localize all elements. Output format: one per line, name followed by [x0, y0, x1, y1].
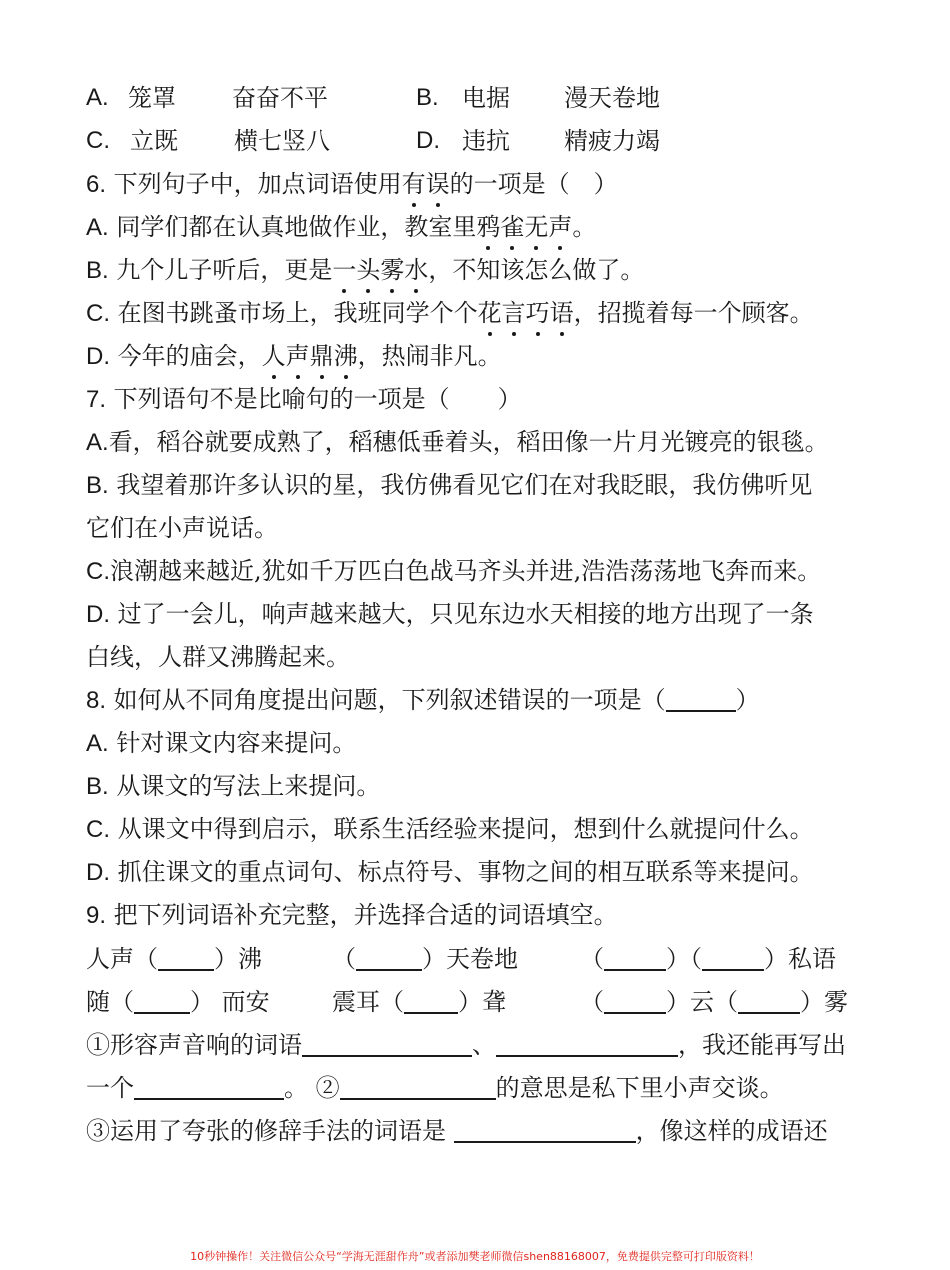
q9-stem	[86, 895, 876, 935]
q8-b-label: B.	[86, 773, 109, 800]
q9-word-3	[580, 939, 836, 979]
q6-d-pre: 今年的庙会，	[117, 342, 262, 370]
q7-option-d	[86, 594, 876, 634]
q8-b-text: 从课文的写法上来提问。	[116, 772, 381, 800]
q5-b-word: 电据	[462, 84, 510, 112]
q6-c-label: C.	[86, 300, 110, 327]
q6-stem-post: 的一项是（ ）	[449, 170, 618, 198]
q9-w4-post: ） 而安	[190, 988, 270, 1016]
q9-stem-text: 把下列词语补充完整，并选择合适的词语填空。	[113, 901, 618, 929]
q9-w6-blank-1[interactable]	[604, 986, 666, 1014]
q8-d-label: D.	[86, 859, 110, 886]
q9-w6-post: ）雾	[800, 988, 848, 1016]
q5-b-idiom: 漫天卷地	[564, 84, 660, 112]
q7-option-b-cont	[86, 508, 876, 548]
q8-answer-blank[interactable]	[666, 684, 736, 712]
q9-s2-post: 的意思是私下里小声交谈。	[495, 1074, 784, 1102]
q9-w3-blank-1[interactable]	[604, 943, 666, 971]
q9-s2-pre: 一个	[86, 1074, 134, 1102]
q9-s3-pre: ③运用了夸张的修辞手法的词语是	[86, 1117, 454, 1145]
q6-d-label: D.	[86, 343, 110, 370]
q9-w3-blank-2[interactable]	[702, 943, 764, 971]
q9-sentence-3	[86, 1111, 876, 1151]
q9-s2-blank-1[interactable]	[134, 1072, 284, 1100]
q6-option-c	[86, 293, 876, 333]
q6-number: 6.	[86, 171, 107, 198]
q7-stem	[86, 379, 876, 419]
q9-s1-blank-2[interactable]	[496, 1029, 678, 1057]
q9-s3-post: ，像这样的成语还	[635, 1117, 828, 1145]
q8-option-d	[86, 852, 876, 892]
q5-c-label: C.	[86, 127, 110, 154]
q9-w2-pre: （	[332, 945, 356, 973]
q7-a-label: A.	[86, 429, 109, 456]
q5-c-word: 立既	[130, 127, 178, 155]
q8-d-text: 抓住课文的重点词句、标点符号、事物之间的相互联系等来提问。	[117, 858, 814, 886]
q9-s1-pre: ①形容声音响的词语	[86, 1031, 302, 1059]
q8-option-c	[86, 809, 876, 849]
q6-a-post: 。	[572, 213, 597, 241]
q9-w2-blank[interactable]	[356, 943, 422, 971]
q9-w5-post: ）聋	[458, 988, 506, 1016]
q6-a-dotted: 鸦雀无声	[476, 213, 572, 241]
q7-number: 7.	[86, 386, 107, 413]
q9-w2-post: ）天卷地	[422, 945, 518, 973]
q9-w6-blank-2[interactable]	[738, 986, 800, 1014]
q7-b-line2: 它们在小声说话。	[86, 514, 278, 542]
q9-w4-blank[interactable]	[134, 986, 190, 1014]
q6-b-dotted: 一头雾水	[332, 256, 428, 284]
q9-sentence-2	[86, 1068, 876, 1108]
q9-words-row1	[86, 939, 876, 979]
q9-s2-blank-2[interactable]	[340, 1072, 496, 1100]
q9-s2-mid: 。 ②	[284, 1074, 340, 1102]
q7-option-a	[86, 422, 876, 462]
q5-b-label: B.	[416, 84, 439, 111]
q6-d-post: ，热闹非凡。	[357, 342, 502, 370]
q9-w3-post: ）私语	[764, 945, 836, 973]
q5-d-idiom: 精疲力竭	[564, 127, 660, 155]
q9-sentence-1	[86, 1025, 876, 1065]
q6-c-post: ，招揽着每一个顾客。	[573, 299, 814, 327]
q8-stem-post: ）	[735, 686, 760, 714]
q6-option-d	[86, 336, 876, 376]
q9-w5-blank[interactable]	[404, 986, 458, 1014]
q6-c-pre: 在图书跳蚤市场上，我班同学个个	[117, 299, 478, 327]
q8-number: 8.	[86, 687, 107, 714]
q6-b-pre: 九个儿子听后，更是	[116, 256, 333, 284]
q6-c-dotted: 花言巧语	[478, 299, 574, 327]
q5-d-word: 违抗	[462, 127, 510, 155]
q9-number: 9.	[86, 902, 107, 929]
q6-a-label: A.	[86, 214, 109, 241]
q7-b-label: B.	[86, 472, 109, 499]
q9-w1-pre: 人声（	[86, 945, 158, 973]
q9-w5-pre: 震耳（	[332, 988, 404, 1016]
q7-c-text: 浪潮越来越近,犹如千万匹白色战马齐头并进,浩浩荡荡地飞奔而来。	[110, 557, 822, 585]
q7-c-label: C.	[86, 558, 110, 585]
q8-option-a	[86, 723, 876, 763]
q9-s1-blank-1[interactable]	[302, 1029, 472, 1057]
q7-option-c	[86, 551, 876, 591]
q7-a-text: 看，稻谷就要成熟了，稻穗低垂着头，稻田像一片月光镀亮的银毯。	[108, 428, 829, 456]
q7-d-line1: 过了一会儿，响声越来越大，只见东边水天相接的地方出现了一条	[117, 600, 814, 628]
q9-w3-pre: （	[580, 945, 604, 973]
q6-stem-pre: 下列句子中，加点词语使用	[113, 170, 402, 198]
q8-option-b	[86, 766, 876, 806]
q8-c-label: C.	[86, 816, 110, 843]
q9-w6-mid: ）云（	[666, 988, 738, 1016]
q6-a-pre: 同学们都在认真地做作业，教室里	[116, 213, 477, 241]
q6-d-dotted: 人声鼎沸	[262, 342, 358, 370]
q8-stem	[86, 680, 876, 720]
q9-words-row2	[86, 982, 876, 1022]
q6-option-a	[86, 207, 876, 247]
q5-a-idiom: 奋奋不平	[232, 84, 328, 112]
q5-a-label: A.	[86, 84, 109, 111]
q5-row-ab	[86, 78, 876, 118]
q9-s1-post: ，我还能再写出	[678, 1031, 846, 1059]
q6-stem-dotted: 有误	[402, 170, 450, 198]
q7-stem-text: 下列语句不是比喻句的一项是（ ）	[113, 385, 522, 413]
q6-stem	[86, 164, 876, 204]
q8-a-text: 针对课文内容来提问。	[116, 729, 357, 757]
q8-c-text: 从课文中得到启示，联系生活经验来提问，想到什么就提问什么。	[117, 815, 814, 843]
q7-option-d-cont	[86, 637, 876, 677]
q5-row-cd	[86, 121, 876, 161]
q7-d-line2: 白线，人群又沸腾起来。	[86, 643, 350, 671]
q7-b-line1: 我望着那许多认识的星，我仿佛看见它们在对我眨眼，我仿佛听见	[116, 471, 813, 499]
q5-c-idiom: 横七竖八	[234, 127, 330, 155]
q9-word-1	[86, 939, 262, 979]
q8-stem-pre: 如何从不同角度提出问题，下列叙述错误的一项是（	[113, 686, 666, 714]
q5-a-word: 笼罩	[128, 84, 176, 112]
q9-w1-post: ）沸	[214, 945, 262, 973]
q9-w3-mid: ）（	[666, 945, 702, 973]
q9-word-2	[332, 939, 518, 979]
q5-d-label: D.	[416, 127, 440, 154]
q9-word-5	[332, 982, 506, 1022]
q9-word-6	[580, 982, 848, 1022]
q9-w4-pre: 随（	[86, 988, 134, 1016]
q6-b-label: B.	[86, 257, 109, 284]
q9-s3-blank[interactable]	[454, 1115, 636, 1143]
q8-a-label: A.	[86, 730, 109, 757]
q9-s1-sep: 、	[472, 1031, 496, 1059]
q9-word-4	[86, 982, 270, 1022]
q6-b-post: ，不知该怎么做了。	[428, 256, 645, 284]
q7-d-label: D.	[86, 601, 110, 628]
q9-w1-blank[interactable]	[158, 943, 214, 971]
q6-option-b	[86, 250, 876, 290]
q9-w6-pre: （	[580, 988, 604, 1016]
q7-option-b	[86, 465, 876, 505]
footer-notice: 10秒钟操作！关注微信公众号“学海无涯甜作舟”或者添加樊老师微信shen88168007，免费提供完整可打印版资料！	[190, 1250, 760, 1263]
